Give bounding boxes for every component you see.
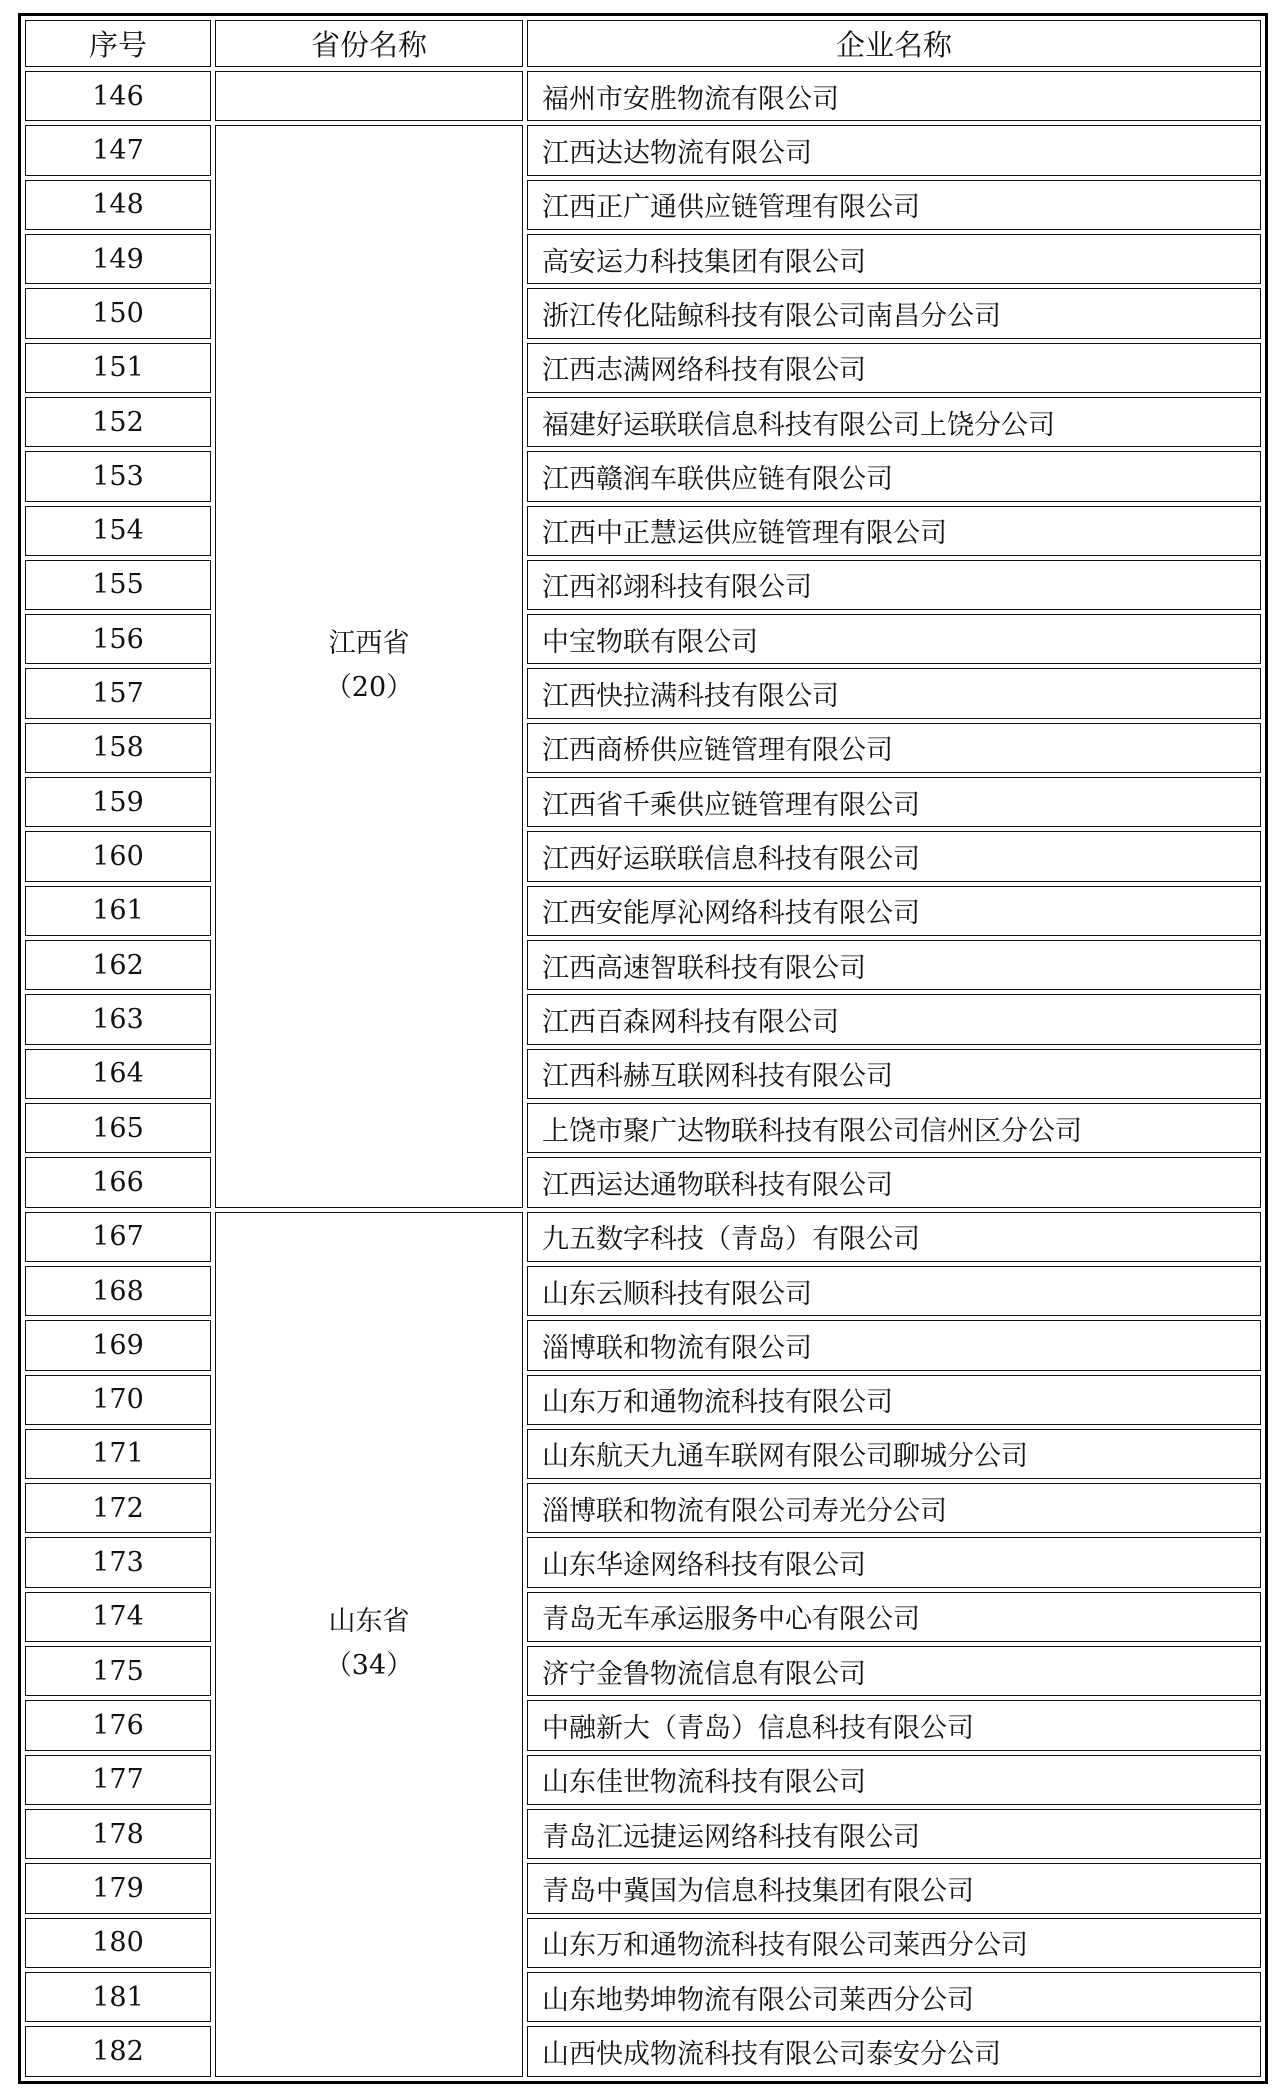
company-cell: 青岛无车承运服务中心有限公司: [527, 1592, 1261, 1642]
table-row: [25, 1592, 1261, 1642]
table-row: [25, 1809, 1261, 1859]
table-row: [25, 125, 1261, 175]
province-name: 山东省: [328, 1606, 410, 1638]
company-cell: 山东万和通物流科技有限公司莱西分公司: [527, 1918, 1261, 1968]
seq-cell: 173: [25, 1537, 211, 1587]
seq-cell: 150: [25, 288, 211, 338]
company-cell: 山西快成物流科技有限公司泰安分公司: [527, 2026, 1261, 2077]
seq-cell: 169: [25, 1320, 211, 1370]
seq-cell: 158: [25, 723, 211, 773]
seq-cell: 181: [25, 1972, 211, 2022]
header-seq: 序号: [25, 20, 211, 67]
seq-cell: 163: [25, 994, 211, 1044]
company-cell: 江西运达通物联科技有限公司: [527, 1157, 1261, 1207]
company-list-table: [21, 16, 1265, 2081]
company-cell: 江西祁翊科技有限公司: [527, 560, 1261, 610]
company-cell: 淄博联和物流有限公司: [527, 1320, 1261, 1370]
table-row: [25, 1700, 1261, 1750]
company-cell: 济宁金鲁物流信息有限公司: [527, 1646, 1261, 1696]
seq-cell: 149: [25, 234, 211, 284]
seq-cell: 176: [25, 1700, 211, 1750]
company-cell: 淄博联和物流有限公司寿光分公司: [527, 1483, 1261, 1533]
seq-cell: 148: [25, 180, 211, 230]
table-row: [25, 180, 1261, 230]
table-row: [25, 831, 1261, 881]
company-cell: 高安运力科技集团有限公司: [527, 234, 1261, 284]
seq-cell: 146: [25, 71, 211, 121]
company-cell: 江西百森网科技有限公司: [527, 994, 1261, 1044]
table-row: [25, 1266, 1261, 1316]
table-row: [25, 994, 1261, 1044]
company-cell: 山东万和通物流科技有限公司: [527, 1375, 1261, 1425]
company-cell: 江西好运联联信息科技有限公司: [527, 831, 1261, 881]
province-cell-shandong: [215, 1212, 523, 2077]
seq-cell: 152: [25, 397, 211, 447]
company-cell: 中宝物联有限公司: [527, 614, 1261, 664]
company-cell: 上饶市聚广达物联科技有限公司信州区分公司: [527, 1103, 1261, 1153]
company-cell: 福州市安胜物流有限公司: [527, 71, 1261, 121]
seq-cell: 164: [25, 1049, 211, 1099]
seq-cell: 175: [25, 1646, 211, 1696]
seq-cell: 159: [25, 777, 211, 827]
seq-cell: 172: [25, 1483, 211, 1533]
company-cell: 江西高速智联科技有限公司: [527, 940, 1261, 990]
table-row: [25, 1429, 1261, 1479]
table-row: [25, 886, 1261, 936]
table-row: [25, 1320, 1261, 1370]
table-row: [25, 1483, 1261, 1533]
seq-cell: 153: [25, 451, 211, 501]
table-row: [25, 1972, 1261, 2022]
seq-cell: 182: [25, 2026, 211, 2077]
table-row: [25, 668, 1261, 718]
province-count: （34）: [324, 1650, 414, 1682]
province-cell-empty: [215, 71, 523, 121]
seq-cell: 157: [25, 668, 211, 718]
table-row: [25, 1755, 1261, 1805]
company-cell: 山东地势坤物流有限公司莱西分公司: [527, 1972, 1261, 2022]
table-row: [25, 723, 1261, 773]
company-cell: 江西中正慧运供应链管理有限公司: [527, 506, 1261, 556]
company-cell: 浙江传化陆鲸科技有限公司南昌分公司: [527, 288, 1261, 338]
table-row: [25, 560, 1261, 610]
seq-cell: 177: [25, 1755, 211, 1805]
company-cell: 江西快拉满科技有限公司: [527, 668, 1261, 718]
company-cell: 中融新大（青岛）信息科技有限公司: [527, 1700, 1261, 1750]
company-cell: 山东华途网络科技有限公司: [527, 1537, 1261, 1587]
seq-cell: 161: [25, 886, 211, 936]
company-cell: 江西科赫互联网科技有限公司: [527, 1049, 1261, 1099]
seq-cell: 171: [25, 1429, 211, 1479]
table-row: [25, 1863, 1261, 1913]
seq-cell: 156: [25, 614, 211, 664]
table-body: [25, 71, 1261, 2077]
seq-cell: 154: [25, 506, 211, 556]
table-row: [25, 1157, 1261, 1207]
seq-cell: 151: [25, 343, 211, 393]
table-row: [25, 234, 1261, 284]
company-cell: 山东航天九通车联网有限公司聊城分公司: [527, 1429, 1261, 1479]
company-cell: 江西志满网络科技有限公司: [527, 343, 1261, 393]
company-cell: 山东佳世物流科技有限公司: [527, 1755, 1261, 1805]
seq-cell: 147: [25, 125, 211, 175]
table-row: [25, 940, 1261, 990]
table-row: [25, 2026, 1261, 2077]
seq-cell: 168: [25, 1266, 211, 1316]
table-row: [25, 1918, 1261, 1968]
province-count: （20）: [324, 672, 414, 704]
table-row: [25, 397, 1261, 447]
header-province: 省份名称: [215, 20, 523, 67]
company-cell: 山东云顺科技有限公司: [527, 1266, 1261, 1316]
table-row: [25, 1049, 1261, 1099]
table-row: [25, 506, 1261, 556]
seq-cell: 166: [25, 1157, 211, 1207]
seq-cell: 179: [25, 1863, 211, 1913]
seq-cell: 160: [25, 831, 211, 881]
seq-cell: 162: [25, 940, 211, 990]
table-row: [25, 71, 1261, 121]
seq-cell: 180: [25, 1918, 211, 1968]
table-row: [25, 1375, 1261, 1425]
header-company: 企业名称: [527, 20, 1261, 67]
company-cell: 江西赣润车联供应链有限公司: [527, 451, 1261, 501]
seq-cell: 174: [25, 1592, 211, 1642]
company-cell: 江西省千乘供应链管理有限公司: [527, 777, 1261, 827]
province-name: 江西省: [328, 628, 410, 660]
table-row: [25, 343, 1261, 393]
company-cell: 江西达达物流有限公司: [527, 125, 1261, 175]
company-cell: 青岛中冀国为信息科技集团有限公司: [527, 1863, 1261, 1913]
company-cell: 九五数字科技（青岛）有限公司: [527, 1212, 1261, 1262]
table-row: [25, 288, 1261, 338]
header-row: [25, 20, 1261, 67]
table-row: [25, 777, 1261, 827]
company-cell: 福建好运联联信息科技有限公司上饶分公司: [527, 397, 1261, 447]
seq-cell: 178: [25, 1809, 211, 1859]
seq-cell: 170: [25, 1375, 211, 1425]
province-cell-jiangxi: [215, 125, 523, 1207]
table-row: [25, 451, 1261, 501]
table-row: [25, 1212, 1261, 1262]
company-cell: 青岛汇远捷运网络科技有限公司: [527, 1809, 1261, 1859]
company-cell: 江西商桥供应链管理有限公司: [527, 723, 1261, 773]
table-row: [25, 1103, 1261, 1153]
seq-cell: 165: [25, 1103, 211, 1153]
table-row: [25, 1646, 1261, 1696]
document-page: [18, 13, 1268, 2084]
company-cell: 江西正广通供应链管理有限公司: [527, 180, 1261, 230]
seq-cell: 167: [25, 1212, 211, 1262]
company-cell: 江西安能厚沁网络科技有限公司: [527, 886, 1261, 936]
seq-cell: 155: [25, 560, 211, 610]
table-row: [25, 614, 1261, 664]
table-row: [25, 1537, 1261, 1587]
